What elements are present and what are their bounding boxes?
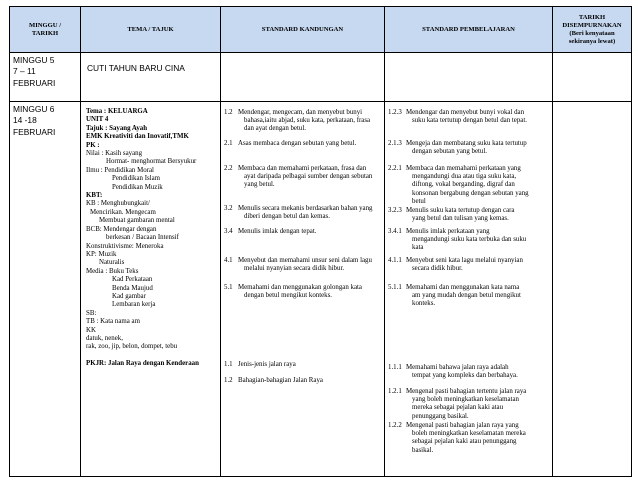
- standard-pembelajaran-item: [388, 228, 550, 253]
- standard-kandungan-item: [224, 205, 382, 221]
- lesson-plan-table: [9, 6, 632, 477]
- standard-pembelajaran-item: [388, 109, 550, 125]
- standard-pembelajaran-item-number: 1.1.1: [388, 364, 402, 371]
- standard-pembelajaran-item-text: Menulis suku kata tertutup dengan cara yang betul dan tulisan yang kemas.: [406, 207, 515, 223]
- standard-pembelajaran-item-text: Menulis imlak perkataan yang mengandungi suku kata terbuka dan suku kata: [406, 228, 527, 252]
- standard-pembelajaran-item-number: 2.1.3: [388, 140, 402, 147]
- week-cell: MINGGU 5 7 – 11 FEBRUARI: [10, 53, 81, 102]
- table-row: [10, 53, 632, 102]
- standard-kandungan-item-text: Membaca dan memahami perkataan, frasa dan ayat daripada pelbagai sumber dengan sebutan yang betul.: [238, 165, 373, 189]
- header-minggu: MINGGU / TARIKH: [10, 7, 81, 53]
- standard-kandungan-item: [224, 377, 382, 385]
- standard-pembelajaran-item-number: 1.2.1: [388, 388, 402, 395]
- standard-kandungan-item-text: Menulis secara mekanis berdasarkan bahan yang diberi dengan betul dan kemas.: [238, 205, 373, 221]
- standard-pembelajaran-item-text: Memahami bahawa jalan raya adalah tempat yang kompleks dan berbahaya.: [406, 364, 518, 380]
- standard-pembelajaran-item-text: Mengenal pasti bahagian jalan raya yang boleh meningkatkan keselamatan mereka sebagai pejalan kaki atau penunggang basikal.: [406, 422, 526, 454]
- standard-pembelajaran-item-text: Menyebut seni kata lagu melalui nyanyian secara didik hibur.: [406, 257, 523, 273]
- standard-kandungan-item-text: Bahagian-bahagian Jalan Raya: [238, 377, 323, 384]
- standard-kandungan-item-text: Menulis imlak dengan tepat.: [238, 228, 317, 235]
- standard-kandungan-item: [224, 228, 382, 236]
- standard-pembelajaran-item: [388, 364, 550, 380]
- standard-pembelajaran-item: [388, 140, 550, 156]
- standard-kandungan-item-number: 3.2: [224, 205, 233, 212]
- header-tarikh: TARIKH DISEMPURNAKAN (Beri kenyataan sekiranya lewat): [553, 7, 632, 53]
- standard-pembelajaran-item-text: Memahami dan menggunakan kata nama am yang mudah dengan betul mengikut konteks.: [406, 284, 521, 308]
- week-cell: MINGGU 6 14 -18 FEBRUARI: [10, 102, 81, 477]
- standard-kandungan-item: [224, 165, 382, 190]
- standard-pembelajaran-item: [388, 165, 550, 206]
- standard-pembelajaran-item-number: 1.2.2: [388, 422, 402, 429]
- header-standard-pembelajaran: STANDARD PEMBELAJARAN: [385, 7, 553, 53]
- standard-pembelajaran-item-text: Mengenal pasti bahagian tertentu jalan raya yang boleh meningkatkan keselamatan mereka sebagai pejalan kaki atau penunggang basikal.: [406, 388, 527, 420]
- holiday-cell: CUTI TAHUN BARU CINA: [81, 53, 221, 102]
- standard-pembelajaran-item: [388, 388, 550, 421]
- standard-pembelajaran-item-text: Membaca dan memahami perkataan yang mengandungi dua atau tiga suku kata, diftong, vokal berganding, digraf dan konsonan bergabung dengan sebutan yang betul: [406, 165, 529, 205]
- standard-pembelajaran-item-text: Mendengar dan menyebut bunyi vokal dan suku kata tertutup dengan betul dan tepat.: [406, 109, 528, 125]
- standard-kandungan-item-number: 1.1: [224, 361, 233, 368]
- standard-kandungan-item-text: Menyebut dan memahami unsur seni dalam lagu melalui nyanyian secara didik hibur.: [238, 257, 372, 273]
- standard-pembelajaran-item-number: 5.1.1: [388, 284, 402, 291]
- standard-kandungan-item: [224, 109, 382, 134]
- standard-kandungan-item-text: Asas membaca dengan sebutan yang betul.: [238, 140, 357, 147]
- standard-kandungan-item: [224, 361, 382, 369]
- theme-cell: Tema : KELUARGA UNIT 4 Tajuk : Sayang Ayah EMK Kreativiti dan Inovatif,TMK PK : Nilai : Kasih sayang Hormat- menghormat Bersyukur Ilmu : Pendidikan Moral Pendidikan Islam Pendidikan Muzik KBT: KB : Menghubungkait/ Mencirikan. Mengecam Membuat gambaran mental BCB: Mendengar dengan berkesan / Bacaan Intensif Konstruktivisme: Meneroka KP: Muzik Naturalis Media : Buku Teks Kad Perkataan Benda Maujud Kad gambar Lembaran kerja SB: TB : Kata nama am KK datuk, nenek, rak, zoo, jip, belon, dompet, tebu PKJR: Jalan Raya dengan Kenderaan: [81, 102, 221, 477]
- standard-kandungan-item-number: 4.1: [224, 257, 233, 264]
- standard-pembelajaran-item: [388, 257, 550, 273]
- standard-kandungan-item-number: 2.1: [224, 140, 233, 147]
- standard-kandungan-item-text: Memahami dan menggunakan golongan kata dengan betul mengikut konteks.: [238, 284, 362, 300]
- standard-pembelajaran-item-number: 3.2.3: [388, 207, 402, 214]
- standard-kandungan-item-number: 5.1: [224, 284, 233, 291]
- header-row: [10, 7, 632, 53]
- standard-pembelajaran-item: [388, 284, 550, 309]
- standard-pembelajaran-item-number: 3.4.1: [388, 228, 402, 235]
- tarikh-cell: [553, 102, 632, 477]
- standard-kandungan-item-number: 1.2: [224, 377, 233, 384]
- standard-pembelajaran-item-number: 2.2.1: [388, 165, 402, 172]
- standard-kandungan-item: [224, 140, 382, 148]
- header-tema: TEMA / TAJUK: [81, 7, 221, 53]
- standard-pembelajaran-cell: [385, 102, 553, 477]
- table-row: [10, 102, 632, 477]
- standard-kandungan-item: [224, 284, 382, 300]
- standard-kandungan-item-number: 1.2: [224, 109, 233, 116]
- standard-kandungan-item-text: Mendengar, mengecam, dan menyebut bunyi bahasa,iaitu abjad, suku kata, perkataan, frasa dan ayat dengan betul.: [238, 109, 371, 133]
- standard-kandungan-item-text: Jenis-jenis jalan raya: [238, 361, 296, 368]
- standard-pembelajaran-item-text: Mengeja dan membatang suku kata tertutup dengan sebutan yang betul.: [406, 140, 527, 156]
- header-standard-kandungan: STANDARD KANDUNGAN: [221, 7, 385, 53]
- standard-pembelajaran-item-number: 4.1.1: [388, 257, 402, 264]
- standard-kandungan-item-number: 2.2: [224, 165, 233, 172]
- standard-pembelajaran-item: [388, 422, 550, 455]
- standard-kandungan-item: [224, 257, 382, 273]
- standard-pembelajaran-item: [388, 207, 550, 223]
- standard-kandungan-cell: [221, 102, 385, 477]
- standard-pembelajaran-item-number: 1.2.3: [388, 109, 402, 116]
- standard-kandungan-item-number: 3.4: [224, 228, 233, 235]
